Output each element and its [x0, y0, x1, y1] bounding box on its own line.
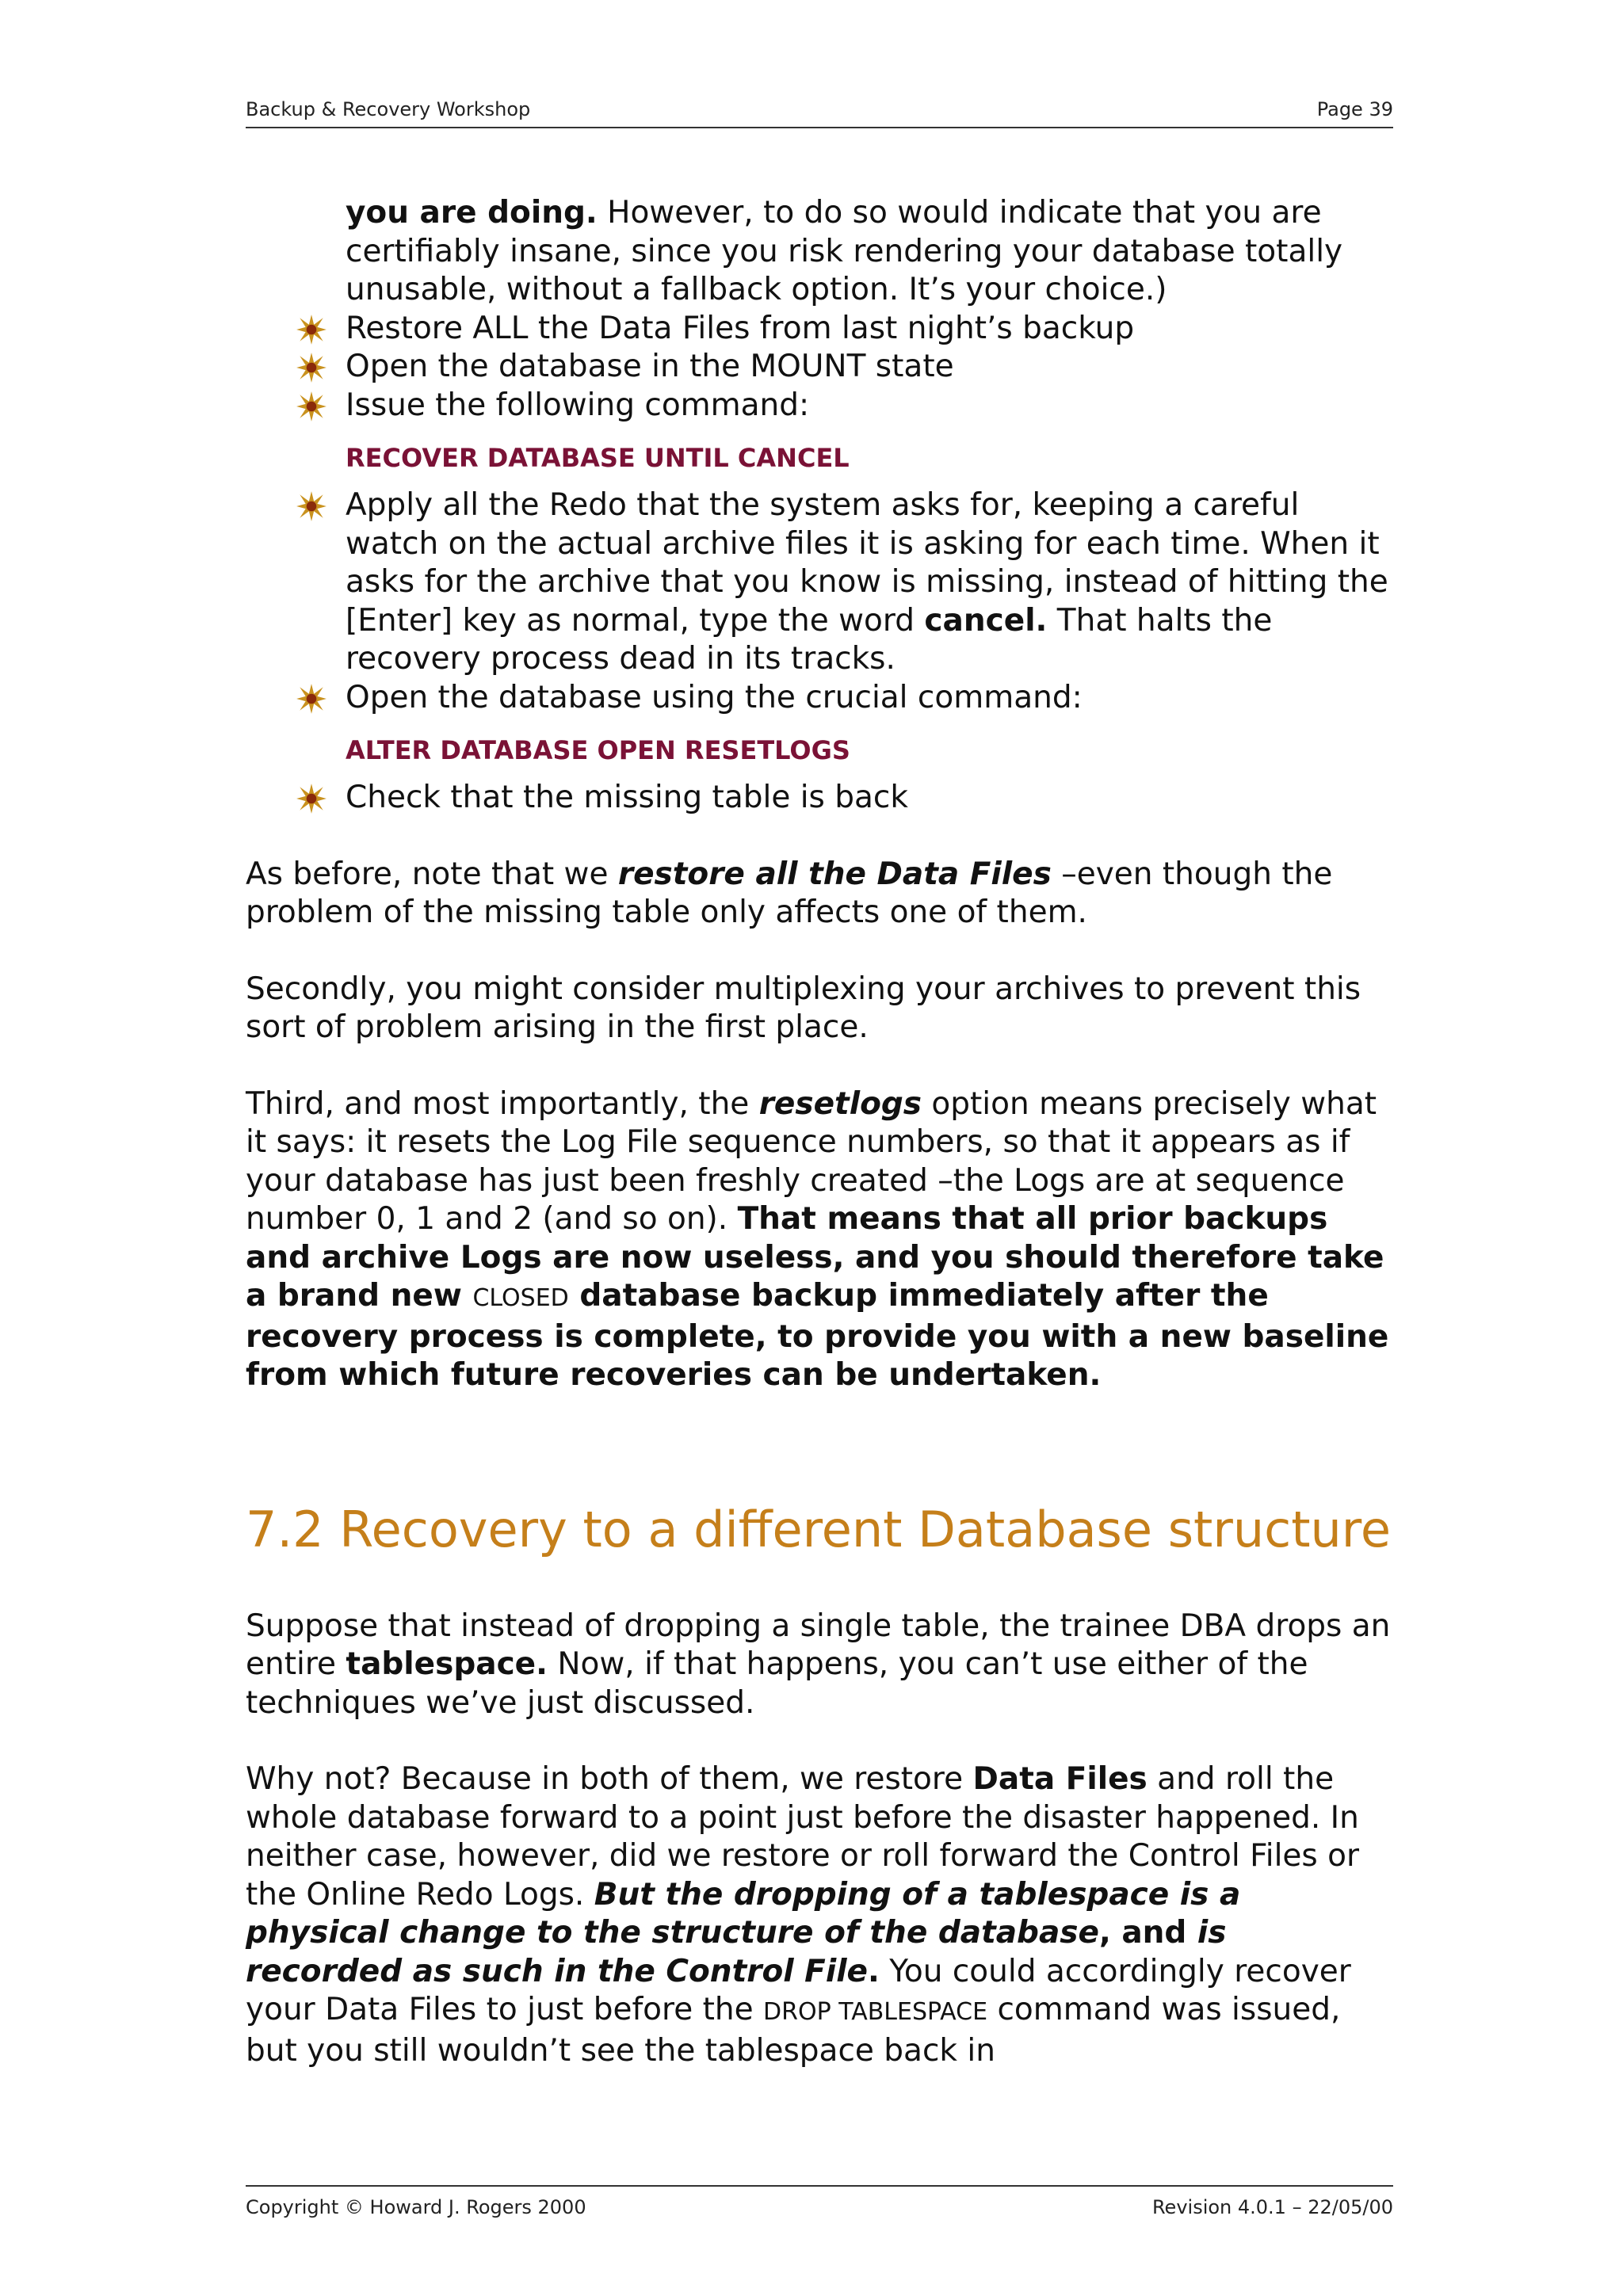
list-item [246, 486, 1393, 679]
bold-run: . [868, 1953, 880, 1989]
paragraph-why-not [246, 1760, 1393, 2070]
section-heading: 7.2 Recovery to a different Database structure [246, 1500, 1392, 1558]
step-text: Check that the missing table is back [346, 780, 908, 815]
intro-bold: you are doing. [346, 195, 598, 231]
step-text: Issue the following command: [346, 387, 810, 423]
text-run: command was issued, but you still wouldn’t see the tablespace back in [246, 1992, 1341, 2069]
paragraph-resetlogs [246, 1085, 1393, 1395]
page-header [246, 95, 1393, 128]
steps-list-3 [246, 779, 1393, 818]
step-bold: cancel. [924, 602, 1048, 639]
step-text: Apply all the Redo that the system asks for, keeping a careful watch on the actual archive files it is asking for each time. When it asks for the archive that you know is missing, instead of hitting the [Enter] key as normal, type the word [346, 487, 1388, 639]
small-caps-run: CLOSED [472, 1284, 569, 1312]
page-number: Page 39 [1316, 98, 1393, 120]
starburst-bullet-icon [295, 490, 328, 523]
starburst-bullet-icon [295, 390, 328, 423]
intro-paragraph [346, 194, 1393, 310]
bold-run: Data Files [972, 1761, 1148, 1797]
copyright: Copyright © Howard J. Rogers 2000 [246, 2196, 586, 2218]
text-run: Why not? Because in both of them, we restore [246, 1761, 973, 1797]
code-recover-database: RECOVER DATABASE UNTIL CANCEL [346, 443, 850, 473]
list-item [246, 679, 1393, 718]
starburst-bullet-icon [295, 782, 328, 815]
text-run: Suppose that instead of dropping a single table, the trainee DBA drops an entire [246, 1608, 1391, 1682]
header-title: Backup & Recovery Workshop [246, 98, 531, 120]
starburst-bullet-icon [295, 313, 328, 346]
bold-run: , and [1098, 1915, 1197, 1951]
paragraph-multiplexing: Secondly, you might consider multiplexing your archives to prevent this sort of problem arising in the first place. [246, 971, 1361, 1045]
emphasis: But the dropping of a tablespace is a physical change to the structure of the database [246, 1876, 1241, 1951]
bold-run: tablespace. [346, 1646, 548, 1682]
paragraph-restore [246, 856, 1393, 933]
list-item [246, 779, 1393, 818]
text-run: Now, if that happens, you can’t use either of the techniques we’ve just discussed. [246, 1646, 1308, 1721]
step-text: That halts the recovery process dead in its tracks. [346, 602, 1273, 677]
list-item [246, 310, 1393, 349]
bold-run: That means that all prior backups and archive Logs are now useless, and you should therefore take a brand new [246, 1201, 1384, 1314]
page-footer [246, 2185, 1393, 2234]
emphasis: restore all the Data Files [617, 856, 1052, 892]
code-alter-database: ALTER DATABASE OPEN RESETLOGS [346, 735, 850, 765]
revision: Revision 4.0.1 – 22/05/00 [1151, 2196, 1393, 2218]
text-run: Third, and most importantly, the [246, 1085, 759, 1122]
step-text: Restore ALL the Data Files from last night’s backup [346, 310, 1135, 346]
intro-text: However, to do so would indicate that you are certifiably insane, since you risk rendering your database totally unusable, without a fallback option. It’s your choice.) [346, 195, 1343, 307]
text-run: option means precisely what it says: it resets the Log File sequence numbers, so that it appears as if your database has just been freshly created –the Logs are at sequence number 0, 1 and 2 (and so on). [246, 1085, 1377, 1237]
small-caps-run: DROP TABLESPACE [763, 1998, 988, 2026]
paragraph-tablespace [246, 1608, 1393, 1723]
step-text: Open the database in the MOUNT state [346, 349, 954, 384]
starburst-bullet-icon [295, 682, 328, 715]
list-item [246, 348, 1393, 387]
bold-run: database backup immediately after the recovery process is complete, to provide you with a new baseline from which future recoveries can be undertaken. [246, 1278, 1389, 1393]
text-run: You could accordingly recover your Data Files to just before the [246, 1953, 1351, 2027]
text-run: –even though the problem of the missing table only affects one of them. [246, 856, 1333, 930]
page-content [246, 194, 1393, 2070]
emphasis: is recorded as such in the Control File [246, 1915, 1227, 1989]
text-run: As before, note that we [246, 856, 618, 892]
starburst-bullet-icon [295, 351, 328, 384]
step-text: Open the database using the crucial command: [346, 679, 1083, 715]
emphasis: resetlogs [758, 1085, 922, 1122]
list-item [246, 387, 1393, 425]
text-run: and roll the whole database forward to a point just before the disaster happened. In neither case, however, did we restore or roll forward the Control Files or the Online Redo Logs. [246, 1761, 1360, 1913]
steps-list-1 [246, 310, 1393, 425]
steps-list-2 [246, 486, 1393, 717]
